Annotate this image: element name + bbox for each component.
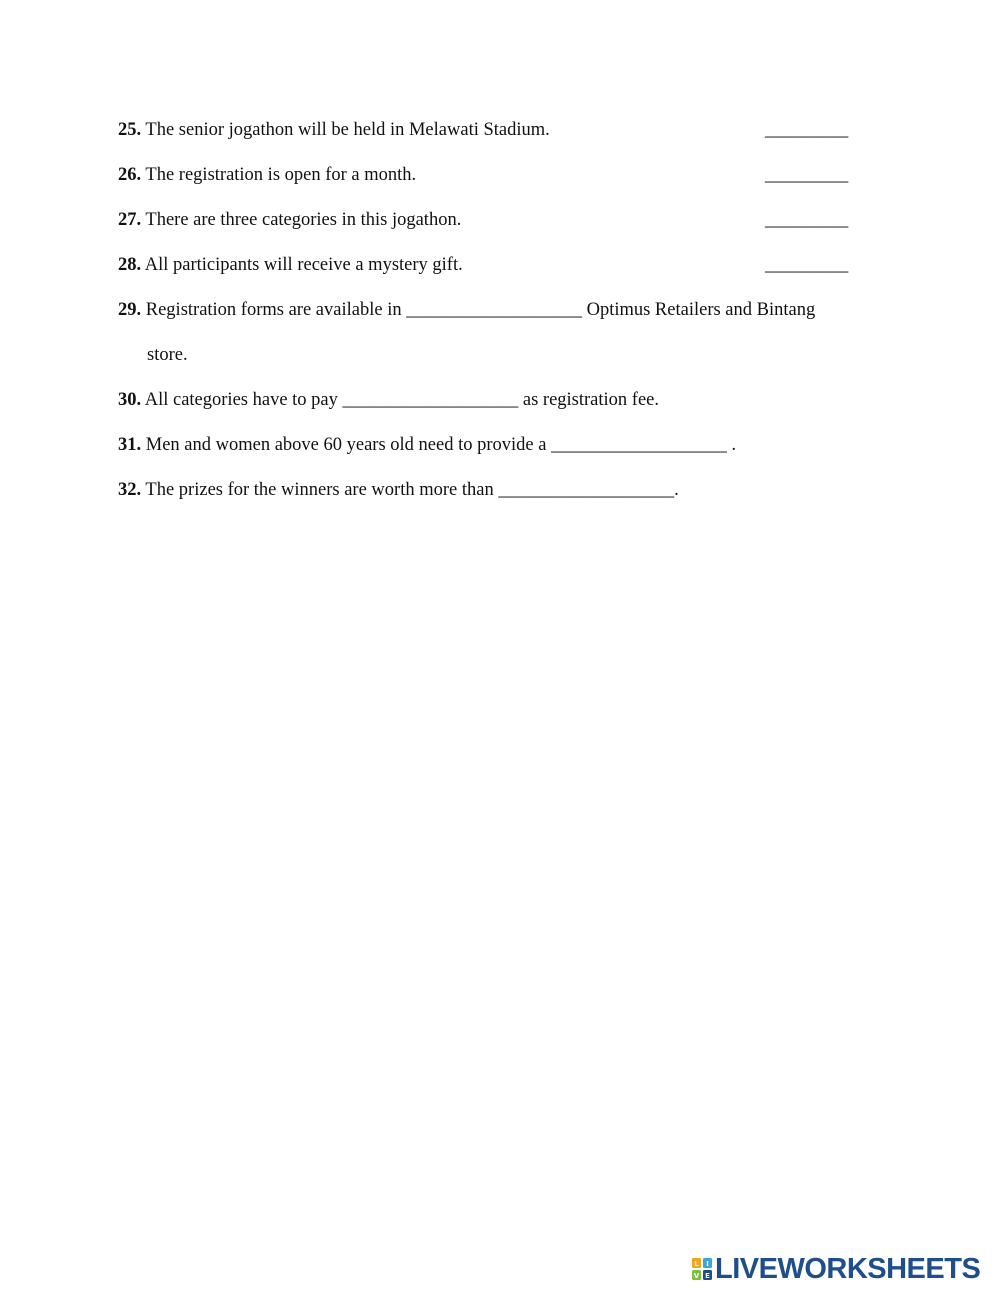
- question-28: [118, 253, 463, 277]
- question-text: There are three categories in this jogathon.: [141, 210, 462, 230]
- liveworksheets-logo: [692, 1253, 981, 1285]
- question-number: 31.: [118, 435, 142, 455]
- question-29: [118, 298, 815, 322]
- question-text: All participants will receive a mystery gift.: [141, 255, 463, 275]
- question-27: [118, 208, 461, 232]
- question-number: 29.: [118, 300, 142, 320]
- liveworksheets-logo-icon: [692, 1258, 712, 1280]
- svg-text:I: I: [706, 1260, 709, 1268]
- question-text[interactable]: Registration forms are available in ___________________ Optimus Retailers and Bintang: [141, 300, 816, 320]
- answer-blank-25[interactable]: _________: [765, 120, 849, 140]
- question-text: The senior jogathon will be held in Melawati Stadium.: [141, 120, 550, 140]
- question-32: [118, 478, 679, 502]
- question-number: 27.: [118, 210, 142, 230]
- logo-text: LIVEWORKSHEETS: [715, 1253, 981, 1285]
- question-text[interactable]: The prizes for the winners are worth more than ___________________.: [141, 480, 679, 500]
- question-29-continuation: store.: [147, 345, 188, 365]
- question-number: 32.: [118, 480, 142, 500]
- answer-blank-26[interactable]: _________: [765, 165, 849, 185]
- question-30: [118, 388, 659, 412]
- question-number: 30.: [118, 390, 142, 410]
- question-number: 25.: [118, 120, 142, 140]
- svg-text:V: V: [693, 1272, 700, 1280]
- question-31: [118, 433, 736, 457]
- question-25: [118, 118, 550, 142]
- question-text[interactable]: All categories have to pay ___________________ as registration fee.: [141, 390, 659, 410]
- answer-blank-28[interactable]: _________: [765, 255, 849, 275]
- question-26: [118, 163, 416, 187]
- svg-text:E: E: [705, 1272, 710, 1280]
- answer-blank-27[interactable]: _________: [765, 210, 849, 230]
- svg-text:L: L: [694, 1260, 699, 1268]
- question-text[interactable]: Men and women above 60 years old need to provide a ___________________ .: [141, 435, 737, 455]
- question-text: The registration is open for a month.: [141, 165, 417, 185]
- question-number: 28.: [118, 255, 142, 275]
- question-number: 26.: [118, 165, 142, 185]
